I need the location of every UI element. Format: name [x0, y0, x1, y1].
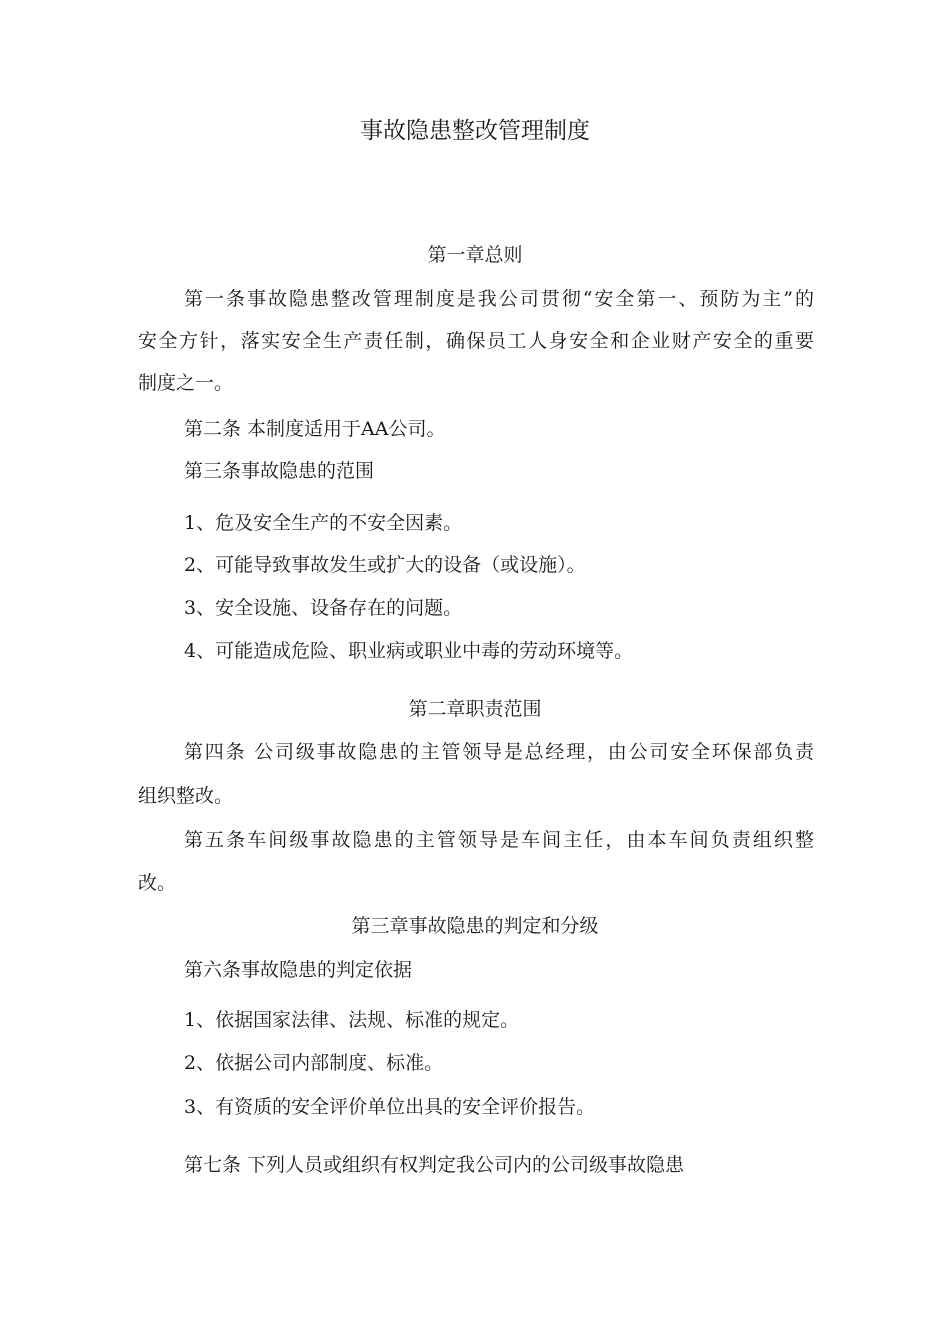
chapter-2-heading: 第二章职责范围	[408, 698, 542, 720]
list-item: 2、依据公司内部制度、标准。	[184, 1052, 444, 1074]
list-item: 2、可能导致事故发生或扩大的设备（或设施）。	[184, 554, 586, 576]
article-5-line-1: 第五条车间级事故隐患的主管领导是车间主任，由本车间负责组织整	[184, 829, 814, 851]
list-item: 3、有资质的安全评价单位出具的安全评价报告。	[184, 1096, 596, 1118]
list-item: 3、安全设施、设备存在的问题。	[184, 597, 463, 619]
list-item: 1、依据国家法律、法规、标准的规定。	[184, 1009, 520, 1031]
article-7: 第七条 下列人员或组织有权判定我公司内的公司级事故隐患	[184, 1154, 685, 1176]
article-1-line-1: 第一条事故隐患整改管理制度是我公司贯彻“安全第一、预防为主”的	[184, 288, 814, 310]
list-item: 1、危及安全生产的不安全因素。	[184, 512, 463, 534]
chapter-1-heading: 第一章总则	[427, 244, 523, 266]
article-4-line-2: 组织整改。	[138, 785, 234, 807]
article-4-line-1: 第四条 公司级事故隐患的主管领导是总经理，由公司安全环保部负责	[184, 741, 814, 763]
article-2: 第二条 本制度适用于AA公司。	[184, 418, 446, 440]
article-6: 第六条事故隐患的判定依据	[184, 959, 413, 981]
article-5-line-2: 改。	[138, 872, 177, 894]
list-item: 4、可能造成危险、职业病或职业中毒的劳动环境等。	[184, 640, 634, 662]
article-3: 第三条事故隐患的范围	[184, 460, 375, 482]
chapter-3-heading: 第三章事故隐患的判定和分级	[351, 915, 599, 937]
article-1-line-2: 安全方针，落实安全生产责任制，确保员工人身安全和企业财产安全的重要	[138, 330, 814, 352]
article-1-line-3: 制度之一。	[138, 372, 234, 394]
document-title: 事故隐患整改管理制度	[360, 118, 590, 144]
